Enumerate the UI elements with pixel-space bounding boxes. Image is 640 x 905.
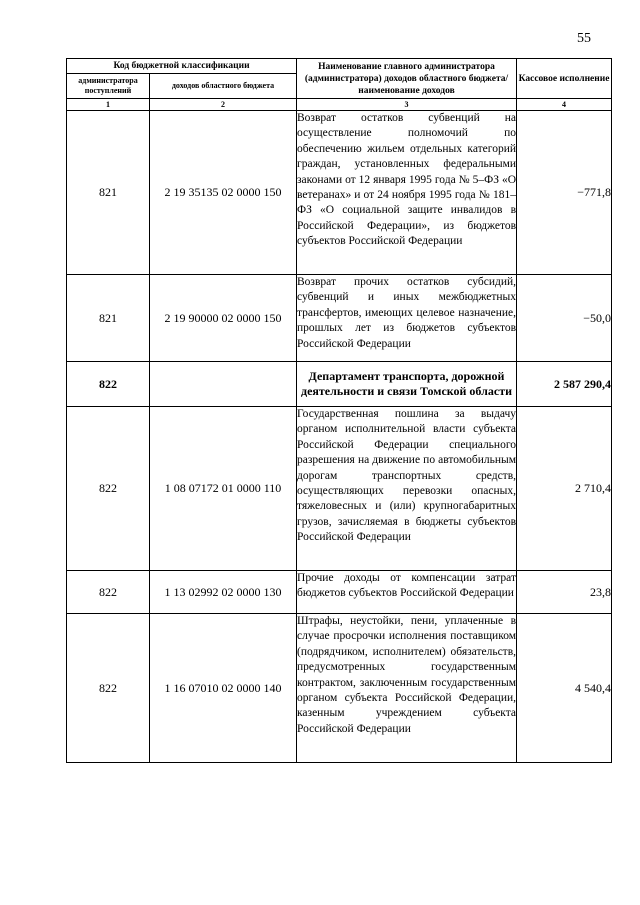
income-name: Возврат остатков субвенций на осуществление полномочий по обеспечению жильем отдельных категорий граждан, установленных федеральными законами от 12 января 1995 года № 5–ФЗ «О ветеранах» и от 24 ноября 1995 года № 181–ФЗ «О социальной защите инвалидов в Российской Федерации», из бюджетов субъектов Российской Федерации [297,111,517,275]
income-code: 1 16 07010 02 0000 140 [150,614,297,763]
column-number-3: 3 [297,99,517,111]
admin-code: 822 [67,362,150,407]
column-number-1: 1 [67,99,150,111]
table-row [67,275,612,362]
execution-amount: 2 710,4 [517,407,612,571]
header-cash-execution: Кассовое исполнение [517,59,612,99]
page-number: 55 [577,31,591,46]
header-regional-budget-income: доходов областного бюджета [150,74,297,99]
administrator-name: Департамент транспорта, дорожной деятельности и связи Томской области [297,362,517,407]
income-name: Штрафы, неустойки, пени, уплаченные в случае просрочки исполнения поставщиком (подрядчиком, исполнителем) обязательств, предусмотренных государственным контрактом, заключенным государственным органом субъекта Российской Федерации, казенным учреждением субъекта Российской Федерации [297,614,517,763]
execution-amount: 23,8 [517,571,612,614]
execution-amount: −50,0 [517,275,612,362]
income-code [150,362,297,407]
column-number-4: 4 [517,99,612,111]
admin-code: 822 [67,614,150,763]
table-row [67,571,612,614]
admin-code: 822 [67,407,150,571]
income-name: Возврат прочих остатков субсидий, субвенций и иных межбюджетных трансфертов, имеющих целевое назначение, прошлых лет из бюджетов субъектов Российской Федерации [297,275,517,362]
execution-amount: 4 540,4 [517,614,612,763]
admin-code: 821 [67,275,150,362]
table-row-section [67,362,612,407]
column-number-2: 2 [150,99,297,111]
table-row [67,614,612,763]
table-row [67,407,612,571]
execution-amount: −771,8 [517,111,612,275]
income-name: Государственная пошлина за выдачу органом исполнительной власти субъекта Российской Федерации специального разрешения на движение по автомобильным дорогам транспортных средств, осуществляющих перевозки опасных, тяжеловесных и (или) крупногабаритных грузов, зачисляемая в бюджеты субъектов Российской Федерации [297,407,517,571]
header-administrator-name: Наименование главного администратора (администратора) доходов областного бюджета/ наименование доходов [297,59,517,99]
income-code: 1 08 07172 01 0000 110 [150,407,297,571]
header-admin-receipts: администратора поступлений [67,74,150,99]
admin-code: 821 [67,111,150,275]
header-budget-classification-code: Код бюджетной классификации [67,59,297,74]
income-code: 1 13 02992 02 0000 130 [150,571,297,614]
income-code: 2 19 35135 02 0000 150 [150,111,297,275]
income-code: 2 19 90000 02 0000 150 [150,275,297,362]
income-name: Прочие доходы от компенсации затрат бюджетов субъектов Российской Федерации [297,571,517,614]
table-row [67,111,612,275]
execution-amount-total: 2 587 290,4 [517,362,612,407]
admin-code: 822 [67,571,150,614]
budget-revenue-table [66,58,612,763]
